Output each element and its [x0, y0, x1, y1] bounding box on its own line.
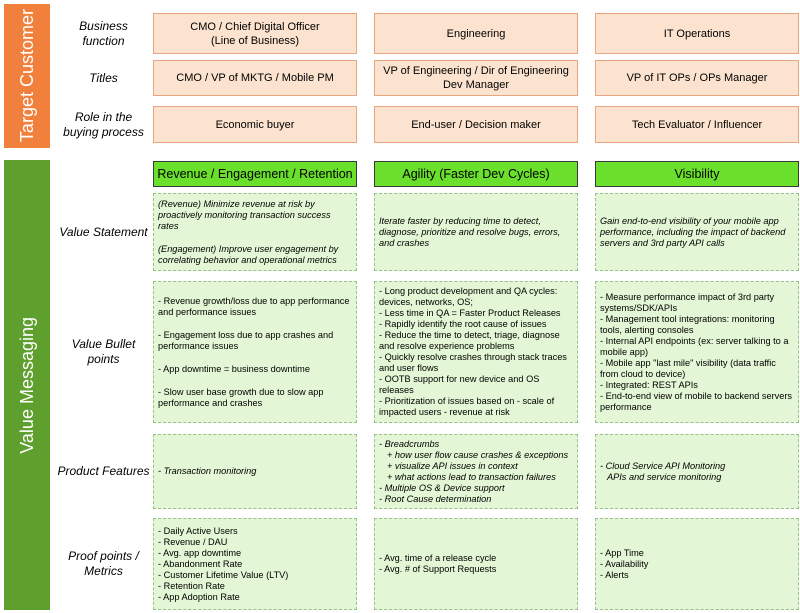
proof-point: - Avg. time of a release cycle — [379, 553, 497, 563]
row-label-proof-points — [54, 518, 153, 610]
value-statement-paragraph: (Revenue) Minimize revenue at risk by proactively monitoring transaction success rates — [158, 198, 331, 231]
product-feature: - Cloud Service API Monitoring — [600, 460, 726, 471]
cell-text: IT Operations — [663, 27, 731, 40]
value-bullet: - Measure performance impact of 3rd party systems/SDK/APIs — [600, 291, 775, 313]
product-feature: - Breadcrumbs — [379, 438, 440, 449]
cell-text: End-user / Decision maker — [411, 118, 541, 131]
row-label-text: Proof points / Metrics — [68, 549, 139, 578]
product-feature: - Root Cause determination — [379, 493, 492, 504]
product-feature: APIs and service monitoring — [607, 471, 722, 482]
buying-role-cell — [595, 106, 799, 143]
product-sub-feature: + how user flow cause crashes & exceptions — [387, 449, 569, 460]
product-sub-feature: + visualize API issues in context — [387, 460, 518, 471]
row-label-value-statement — [54, 193, 153, 271]
value-bullet: - Internal API endpoints (ex: server talking to a mobile app) — [600, 335, 789, 357]
product-features-cell — [595, 434, 799, 509]
proof-point: - Daily Active Users — [158, 525, 238, 536]
row-label-text: Role in the buying process — [63, 109, 144, 139]
value-bullet: - Integrated: REST APIs — [600, 379, 698, 390]
cell-text: VP of IT OPs / OPs Manager — [626, 72, 768, 84]
value-statement-paragraph: Iterate faster by reducing time to detect, diagnose, prioritize and resolve bugs, errors, and crashes — [379, 215, 561, 248]
proof-point: - Availability — [600, 558, 649, 569]
row-label-text: Value Statement — [59, 224, 148, 239]
buying-role-cell — [153, 106, 357, 143]
cell-text: Engineering — [446, 27, 506, 40]
value-bullet: - Revenue growth/loss due to app performance and performance issues — [158, 295, 350, 317]
value-bullet: - Mobile app "last mile" visibility (data traffic from cloud to device) — [600, 357, 776, 379]
product-features-cell — [374, 434, 578, 509]
value-bullet: - OOTB support for new device and OS releases — [379, 374, 540, 395]
product-sub-feature: + what actions lead to transaction failures — [387, 471, 556, 482]
proof-point: - Avg. # of Support Requests — [379, 564, 497, 574]
proof-points-cell — [374, 518, 578, 610]
value-bullets-cell — [153, 281, 357, 423]
proof-point: - Avg. app downtime — [158, 547, 242, 558]
proof-point: - Alerts — [600, 569, 629, 580]
cell-text: Tech Evaluator / Influencer — [631, 118, 763, 131]
target-customer-title: Target Customer — [17, 9, 37, 143]
buying-role-cell — [374, 106, 578, 143]
row-label-text: Product Features — [57, 464, 150, 478]
value-bullet: - Reduce the time to detect, triage, diagnose and resolve experience problems — [379, 330, 560, 351]
value-bullet: - Management tool integrations: monitoring tools, alerting consoles — [600, 313, 775, 335]
row-label-text: Value Bullet points — [71, 337, 136, 366]
proof-point: - Retention Rate — [158, 580, 225, 591]
row-label-titles — [54, 60, 153, 96]
proof-point: - Abandonment Rate — [158, 558, 243, 569]
value-bullets-cell — [374, 281, 578, 423]
proof-point: - Customer Lifetime Value (LTV) — [158, 569, 289, 580]
row-label-product-features — [54, 434, 153, 509]
value-bullet: - App downtime = business downtime — [158, 363, 310, 374]
business-function-cell — [595, 13, 799, 54]
row-label-business-function — [54, 13, 153, 54]
theme-header-text: Visibility — [674, 167, 720, 181]
theme-header-text: Agility (Faster Dev Cycles) — [402, 167, 550, 181]
value-bullet: - Engagement loss due to app crashes and performance issues — [158, 329, 334, 351]
value-bullet: - Prioritization of issues based on - scale of impacted users - revenue at risk — [379, 396, 555, 417]
product-feature: - Multiple OS & Device support — [379, 482, 505, 493]
value-bullet: - Less time in QA = Faster Product Releases — [379, 308, 561, 318]
product-features-cell — [153, 434, 357, 509]
business-function-cell — [374, 13, 578, 54]
proof-points-cell — [595, 518, 799, 610]
value-bullets-cell — [595, 281, 799, 423]
title-cell — [595, 60, 799, 96]
target-customer-band — [4, 4, 50, 148]
value-bullet: - Rapidly identify the root cause of issues — [379, 319, 547, 329]
cell-text: CMO / Chief Digital Officer (Line of Business) — [190, 20, 320, 47]
theme-header-visibility — [595, 161, 799, 187]
value-bullet: - Quickly resolve crashes through stack traces and user flows — [379, 352, 567, 373]
value-messaging-band — [4, 160, 50, 610]
value-statement-cell — [153, 193, 357, 271]
value-bullet: - End-to-end view of mobile to backend servers performance — [600, 390, 793, 412]
business-function-cell — [153, 13, 357, 54]
value-statement-cell — [374, 193, 578, 271]
value-statement-paragraph: (Engagement) Improve user engagement by correlating behavior and operational metrics — [158, 243, 339, 265]
theme-header-agility — [374, 161, 578, 187]
value-statement-paragraph: Gain end-to-end visibility of your mobile app performance, including the impact of backend servers and 3rd party API calls — [600, 215, 786, 248]
value-messaging-title: Value Messaging — [17, 316, 37, 454]
row-label-role — [54, 106, 153, 143]
cell-text: Economic buyer — [215, 118, 295, 131]
row-label-text: Business function — [79, 18, 128, 48]
title-cell — [153, 60, 357, 96]
value-bullet: - Slow user base growth due to slow app performance and crashes — [158, 386, 324, 408]
theme-header-revenue — [153, 161, 357, 187]
proof-point: - App Time — [600, 547, 644, 558]
cell-text: CMO / VP of MKTG / Mobile PM — [176, 72, 334, 84]
value-bullet: - Long product development and QA cycles: devices, networks, OS; — [379, 286, 558, 307]
value-statement-cell — [595, 193, 799, 271]
proof-point: - Revenue / DAU — [158, 536, 228, 547]
cell-text: VP of Engineering / Dir of Engineering Dev Manager — [383, 65, 569, 91]
title-cell — [374, 60, 578, 96]
theme-header-text: Revenue / Engagement / Retention — [157, 167, 353, 181]
row-label-text: Titles — [89, 70, 118, 85]
product-feature: - Transaction monitoring — [158, 466, 257, 476]
proof-point: - App Adoption Rate — [158, 591, 240, 602]
proof-points-cell — [153, 518, 357, 610]
row-label-value-bullets — [54, 281, 153, 423]
